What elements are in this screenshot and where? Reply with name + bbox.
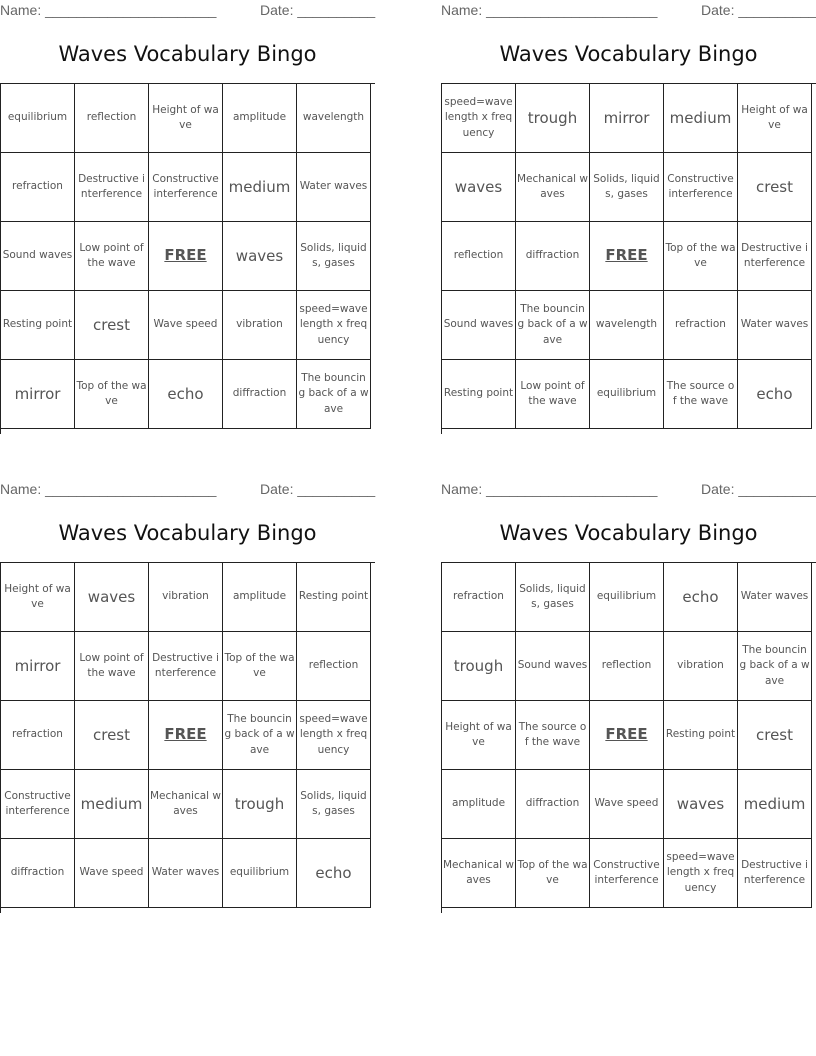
bingo-cell: trough [516,84,590,153]
free-space-cell: FREE [149,222,223,291]
free-space-cell: FREE [590,701,664,770]
bingo-card-3 [0,479,375,913]
bingo-card-4 [441,479,816,913]
bingo-cell: crest [75,701,149,770]
bingo-cell: Low point of the wave [75,632,149,701]
bingo-cell: refraction [664,291,738,360]
bingo-cell: Destructive interference [75,153,149,222]
bingo-cell: The bouncing back of a wave [223,701,297,770]
bingo-cell: crest [738,153,812,222]
date-field[interactable]: Date: __________ [260,2,376,18]
bingo-cell: echo [297,839,371,908]
free-space-cell: FREE [149,701,223,770]
bingo-grid [0,83,375,434]
bingo-cell: Top of the wave [664,222,738,291]
bingo-cell: equilibrium [590,563,664,632]
bingo-cell: wavelength [590,291,664,360]
bingo-cell: equilibrium [1,84,75,153]
bingo-cell: Height of wave [738,84,812,153]
bingo-cell: crest [738,701,812,770]
name-field[interactable]: Name: ______________________ [0,2,217,18]
bingo-cell: Constructive interference [664,153,738,222]
date-field[interactable]: Date: __________ [701,2,816,18]
bingo-card-2 [441,0,816,434]
name-field[interactable]: Name: ______________________ [441,481,658,497]
bingo-cell: Destructive interference [149,632,223,701]
bingo-cell: diffraction [1,839,75,908]
card-title: Waves Vocabulary Bingo [499,521,758,545]
bingo-cell: Top of the wave [75,360,149,429]
bingo-cell: Solids, liquids, gases [297,770,371,839]
bingo-cell: equilibrium [590,360,664,429]
bingo-cell: Top of the wave [223,632,297,701]
bingo-cell: speed=wavelength x frequency [297,291,371,360]
bingo-cell: speed=wavelength x frequency [297,701,371,770]
bingo-cell: vibration [223,291,297,360]
bingo-cell: Mechanical waves [442,839,516,908]
name-field[interactable]: Name: ______________________ [0,481,217,497]
bingo-cell: Water waves [738,291,812,360]
bingo-cell: Wave speed [590,770,664,839]
bingo-grid [441,83,816,434]
bingo-cell: reflection [297,632,371,701]
card-header [441,0,816,22]
bingo-cell: The bouncing back of a wave [738,632,812,701]
bingo-cell: Height of wave [442,701,516,770]
bingo-cell: reflection [75,84,149,153]
bingo-cell: diffraction [516,770,590,839]
bingo-cell: diffraction [516,222,590,291]
card-header [0,0,375,22]
bingo-cell: Low point of the wave [75,222,149,291]
bingo-cell: The source of the wave [664,360,738,429]
bingo-cell: vibration [149,563,223,632]
bingo-cell: The bouncing back of a wave [516,291,590,360]
bingo-cell: trough [223,770,297,839]
bingo-cell: Destructive interference [738,222,812,291]
bingo-cell: Height of wave [149,84,223,153]
bingo-cell: wavelength [297,84,371,153]
bingo-cell: Constructive interference [149,153,223,222]
bingo-cell: Sound waves [516,632,590,701]
bingo-cell: Constructive interference [1,770,75,839]
bingo-cell: The bouncing back of a wave [297,360,371,429]
bingo-cell: waves [223,222,297,291]
bingo-cell: Sound waves [1,222,75,291]
bingo-cell: echo [664,563,738,632]
bingo-cell: amplitude [223,563,297,632]
bingo-cell: waves [442,153,516,222]
bingo-cell: reflection [590,632,664,701]
bingo-cell: mirror [590,84,664,153]
bingo-cell: medium [223,153,297,222]
bingo-cell: Mechanical waves [516,153,590,222]
bingo-cell: medium [738,770,812,839]
bingo-cell: Solids, liquids, gases [516,563,590,632]
date-field[interactable]: Date: __________ [701,481,816,497]
bingo-cell: Wave speed [75,839,149,908]
bingo-cell: Constructive interference [590,839,664,908]
date-field[interactable]: Date: __________ [260,481,376,497]
card-header [441,479,816,501]
bingo-cell: Resting point [297,563,371,632]
bingo-card-1 [0,0,375,434]
free-space-cell: FREE [590,222,664,291]
bingo-cell: Low point of the wave [516,360,590,429]
bingo-cell: Resting point [1,291,75,360]
bingo-cell: Sound waves [442,291,516,360]
bingo-cell: The source of the wave [516,701,590,770]
bingo-cell: Water waves [738,563,812,632]
bingo-cell: refraction [442,563,516,632]
bingo-cell: Water waves [297,153,371,222]
bingo-cell: refraction [1,153,75,222]
bingo-cell: equilibrium [223,839,297,908]
bingo-grid [441,562,816,913]
bingo-cell: trough [442,632,516,701]
bingo-cell: Resting point [442,360,516,429]
bingo-cell: echo [738,360,812,429]
bingo-cell: reflection [442,222,516,291]
card-title: Waves Vocabulary Bingo [58,521,317,545]
bingo-cell: medium [75,770,149,839]
bingo-grid [0,562,375,913]
bingo-cell: refraction [1,701,75,770]
bingo-cell: medium [664,84,738,153]
bingo-cell: waves [664,770,738,839]
bingo-cell: Water waves [149,839,223,908]
bingo-cell: mirror [1,632,75,701]
bingo-cell: mirror [1,360,75,429]
bingo-cell: diffraction [223,360,297,429]
bingo-cell: speed=wavelength x frequency [664,839,738,908]
bingo-cell: Height of wave [1,563,75,632]
bingo-cell: crest [75,291,149,360]
bingo-cell: Destructive interference [738,839,812,908]
bingo-cell: echo [149,360,223,429]
bingo-cell: Wave speed [149,291,223,360]
bingo-cell: waves [75,563,149,632]
bingo-cell: Resting point [664,701,738,770]
bingo-cell: Solids, liquids, gases [297,222,371,291]
name-field[interactable]: Name: ______________________ [441,2,658,18]
bingo-cell: speed=wavelength x frequency [442,84,516,153]
bingo-cell: Top of the wave [516,839,590,908]
bingo-cell: Mechanical waves [149,770,223,839]
bingo-cell: Solids, liquids, gases [590,153,664,222]
bingo-cell: vibration [664,632,738,701]
card-title: Waves Vocabulary Bingo [58,42,317,66]
card-title: Waves Vocabulary Bingo [499,42,758,66]
bingo-cell: amplitude [442,770,516,839]
bingo-cell: amplitude [223,84,297,153]
card-header [0,479,375,501]
